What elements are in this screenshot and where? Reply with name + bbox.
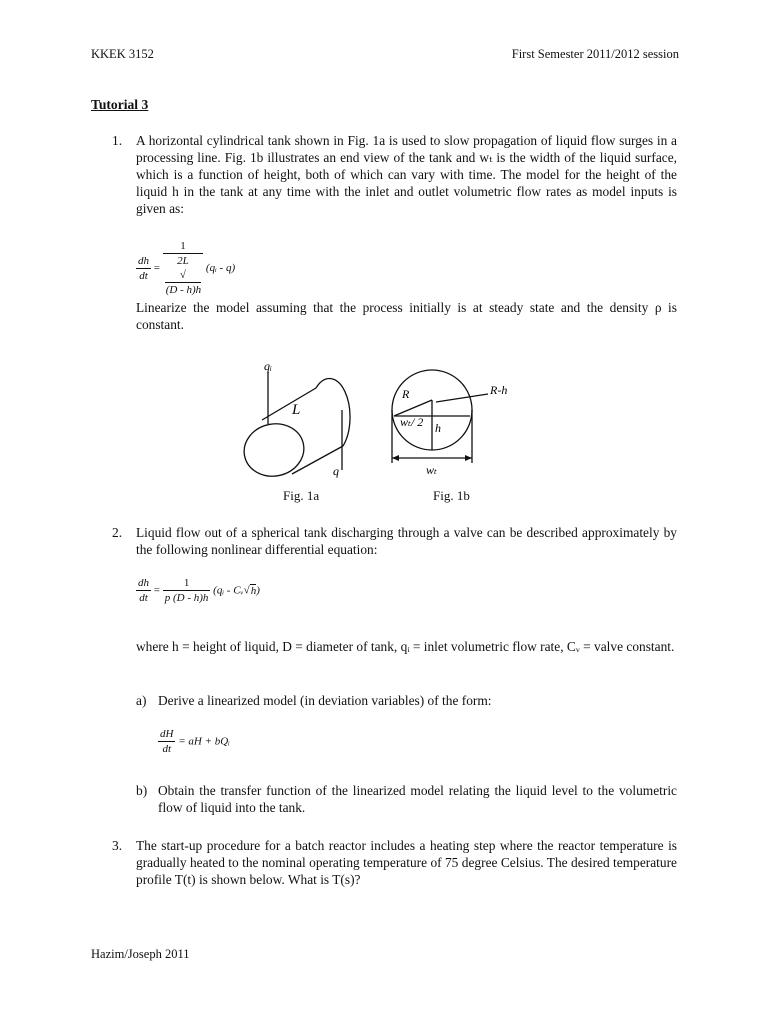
question-1-number: 1. [112, 133, 123, 148]
semester-label: First Semester 2011/2012 session [511, 47, 679, 61]
fig-1a-caption: Fig. 1a [283, 488, 320, 503]
question-2-equation: $\frac{dh}{dt}$ = $\frac{1}{p (D - h)h}$ (qᵢ - Cᵥ√h) [138, 577, 260, 604]
part-a-lhs-den: dt [162, 743, 171, 755]
fig-1b-caption: Fig. 1b [433, 488, 470, 503]
q1-frac-den-sqrt: (D - h)h [165, 284, 202, 296]
question-3-number: 3. [112, 838, 123, 853]
fig-1b-label-wt2: wₜ/ 2 [400, 415, 424, 429]
fig-1a-label-q: q [333, 464, 339, 478]
q2-rhs-sqrt: h [250, 584, 257, 597]
question-2-text: Liquid flow out of a spherical tank discharging through a valve can be described approximately by the following nonlinear differential equation: [136, 525, 677, 557]
rh-pointer-line [436, 394, 488, 402]
q1-lhs-den: dt [139, 269, 148, 282]
radius-line [394, 400, 432, 416]
part-a-text: Derive a linearized model (in deviation variables) of the form: [158, 693, 492, 708]
fig-1a-label-qi: qᵢ [264, 359, 272, 373]
course-code: KKEK 3152 [91, 47, 154, 61]
cylinder-front-face [239, 418, 309, 481]
question-2-after-text: where h = height of liquid, D = diameter of tank, qᵢ = inlet volumetric flow rate, Cᵥ = valve constant. [136, 639, 675, 654]
q2-frac-num: 1 [163, 577, 211, 591]
fig-1b-label-R: R [402, 387, 410, 401]
part-b-label: b) [136, 783, 148, 798]
question-1-after-text: Linearize the model assuming that the process initially is at steady state and the density ρ is constant. [136, 300, 677, 332]
q1-frac-num: 1 [163, 240, 203, 254]
fig-1b-label-wt: wₜ [426, 463, 437, 477]
question-2-number: 2. [112, 525, 123, 540]
part-a-lhs-num: dH [160, 728, 174, 740]
q2-frac-den: p (D - h)h [164, 592, 209, 604]
fig-1b-label-Rh: R-h [490, 383, 508, 397]
footer-author: Hazim/Joseph 2011 [91, 947, 190, 961]
part-b-text: Obtain the transfer function of the linearized model relating the liquid level to the volumetric flow of liquid into the tank. [158, 783, 677, 815]
fig-1b-label-h: h [435, 421, 441, 435]
q1-eq-sign: = [153, 262, 160, 275]
question-1-text: A horizontal cylindrical tank shown in Fig. 1a is used to slow propagation of liquid flow surges in a processing line. Fig. 1b illustrates an end view of the tank and wₜ is the width of the liquid surface, which is a function of height, both of which can vary with time. The model for the height of the liquid h in the tank at any time with the inlet and outlet volumetric flow rates as model inputs is given as: [136, 133, 677, 216]
q2-lhs-den: dt [139, 592, 148, 604]
q2-eq-sign: = [153, 584, 160, 597]
cylinder-back-rim [316, 379, 350, 446]
figure-1-diagram [230, 352, 510, 504]
question-1-equation: $\frac{dh}{dt}$ = 1 2L √ (D - h)h (qᵢ - q) [138, 240, 236, 296]
q1-rhs: (qᵢ - q) [205, 262, 236, 275]
cylinder-top-edge [262, 388, 316, 420]
part-a-equation [158, 728, 230, 756]
part-a-label: a) [136, 693, 147, 708]
q2-rhs-suffix: ) [256, 584, 260, 597]
fig-1a-label-L: L [292, 402, 301, 418]
q1-lhs-num: dh [138, 254, 149, 267]
part-a-rhs: = aH + bQᵢ [178, 735, 230, 748]
page-title: Tutorial 3 [91, 97, 149, 112]
q1-frac-den-prefix: 2L [177, 255, 189, 267]
q2-rhs-prefix: (qᵢ - Cᵥ [213, 584, 244, 597]
question-3-text: The start-up procedure for a batch reactor includes a heating step where the reactor temperature is gradually heated to the nominal operating temperature of 75 degree Celsius. The desired temperature profile T(t) is shown below. What is T(s)? [136, 838, 677, 887]
q2-lhs-num: dh [138, 577, 149, 589]
